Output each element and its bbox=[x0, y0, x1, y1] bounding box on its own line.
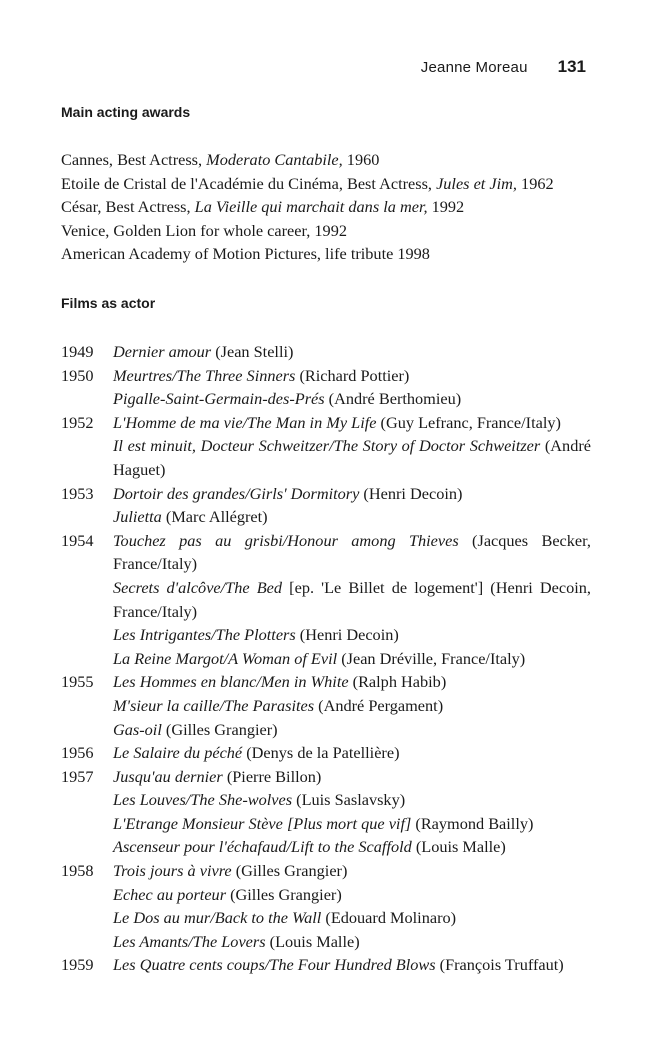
filmography-list bbox=[61, 340, 591, 977]
film-entry bbox=[113, 623, 591, 647]
film-title: Les Louves/The She-wolves bbox=[113, 790, 293, 810]
film-entries bbox=[113, 859, 591, 953]
film-credit: (Louis Malle) bbox=[411, 837, 506, 857]
film-credit: (Louis Malle) bbox=[265, 931, 360, 951]
film-title: Les Hommes en blanc/Men in White bbox=[113, 672, 349, 692]
film-credit: (Denys de la Patellière) bbox=[242, 743, 400, 763]
film-entry bbox=[113, 694, 591, 718]
award-item: American Academy of Motion Pictures, life tribute 1998 bbox=[61, 244, 430, 264]
film-entry bbox=[113, 883, 591, 907]
film-entry bbox=[113, 765, 591, 789]
film-entry bbox=[113, 505, 591, 529]
year-group-1959 bbox=[61, 953, 591, 977]
film-entry bbox=[113, 529, 591, 576]
film-title: Jusqu'au dernier bbox=[113, 766, 223, 786]
film-entry bbox=[113, 930, 591, 954]
film-title: L'Etrange Monsieur Stève [Plus mort que vif] bbox=[113, 813, 412, 833]
film-title: Le Dos au mur/Back to the Wall bbox=[113, 908, 322, 928]
year-group-1954 bbox=[61, 529, 591, 671]
film-entry bbox=[113, 812, 591, 836]
film-year: 1953 bbox=[61, 483, 94, 503]
year-group-1957 bbox=[61, 765, 591, 859]
film-entry bbox=[113, 906, 591, 930]
film-title: L'Homme de ma vie/The Man in My Life bbox=[113, 412, 377, 432]
page-number: 131 bbox=[557, 57, 586, 76]
film-entry bbox=[113, 576, 591, 623]
film-entries bbox=[113, 953, 591, 977]
running-title: Jeanne Moreau bbox=[420, 59, 528, 76]
film-title: Il est minuit, Docteur Schweitzer/The Story of Doctor Schweitzer bbox=[113, 436, 541, 456]
film-entry bbox=[113, 340, 591, 364]
film-year: 1958 bbox=[61, 861, 94, 881]
film-credit: (Guy Lefranc, France/Italy) bbox=[376, 412, 561, 432]
film-entry bbox=[113, 670, 591, 694]
film-credit: (Richard Pottier) bbox=[295, 365, 410, 385]
film-entry bbox=[113, 741, 591, 765]
film-credit: (André Pergament) bbox=[314, 695, 444, 715]
film-title: Pigalle-Saint-Germain-des-Prés bbox=[113, 389, 325, 409]
film-year: 1955 bbox=[61, 672, 94, 692]
film-title: M'sieur la caille/The Parasites bbox=[113, 695, 315, 715]
year-group-1956 bbox=[61, 741, 591, 765]
film-entry bbox=[113, 411, 591, 435]
film-title: Dortoir des grandes/Girls' Dormitory bbox=[113, 483, 360, 503]
film-title: Les Quatre cents coups/The Four Hundred Blows bbox=[113, 955, 436, 975]
film-credit: (Marc Allégret) bbox=[161, 507, 268, 527]
film-credit: (Gilles Grangier) bbox=[161, 719, 278, 739]
film-entries bbox=[113, 340, 591, 364]
film-entries bbox=[113, 741, 591, 765]
film-year: 1957 bbox=[61, 766, 94, 786]
film-title: Les Amants/The Lovers bbox=[113, 931, 266, 951]
film-entries bbox=[113, 411, 591, 482]
award-item: Venice, Golden Lion for whole career, 1992 bbox=[61, 220, 347, 240]
running-head bbox=[421, 57, 586, 77]
film-title: Touchez pas au grisbi/Honour among Thieves bbox=[113, 530, 459, 550]
film-credit: (Pierre Billon) bbox=[222, 766, 322, 786]
film-credit: (Gilles Grangier) bbox=[231, 861, 348, 881]
film-credit: (Henri Decoin) bbox=[359, 483, 463, 503]
film-entries bbox=[113, 670, 591, 741]
award-item: César, Best Actress, La Vieille qui marchait dans la mer, 1992 bbox=[61, 197, 465, 217]
film-title: La Reine Margot/A Woman of Evil bbox=[113, 648, 338, 668]
film-title: Ascenseur pour l'échafaud/Lift to the Scaffold bbox=[113, 837, 412, 857]
film-title: Gas-oil bbox=[113, 719, 162, 739]
film-credit: (Jacques Becker, France/Italy) bbox=[113, 530, 591, 574]
film-entry bbox=[113, 835, 591, 859]
film-entry bbox=[113, 859, 591, 883]
film-credit: [ep. 'Le Billet de logement'] (Henri Decoin, France/Italy) bbox=[113, 577, 591, 621]
year-group-1958 bbox=[61, 859, 591, 953]
film-entry bbox=[113, 434, 591, 481]
film-credit: (Raymond Bailly) bbox=[411, 813, 534, 833]
film-credit: (Edouard Molinaro) bbox=[321, 908, 457, 928]
film-year: 1952 bbox=[61, 412, 94, 432]
award-item: Etoile de Cristal de l'Académie du Cinéma, Best Actress, Jules et Jim, 1962 bbox=[61, 173, 554, 193]
year-group-1955 bbox=[61, 670, 591, 741]
film-entry bbox=[113, 788, 591, 812]
film-title: Echec au porteur bbox=[113, 884, 227, 904]
film-title: Dernier amour bbox=[113, 342, 212, 361]
films-heading: Films as actor bbox=[61, 295, 156, 311]
film-entries bbox=[113, 765, 591, 859]
film-year: 1949 bbox=[61, 342, 94, 361]
awards-heading: Main acting awards bbox=[61, 104, 191, 120]
film-credit: (André Berthomieu) bbox=[324, 389, 462, 409]
year-group-1949 bbox=[61, 340, 591, 364]
film-title: Julietta bbox=[113, 507, 162, 527]
film-entry bbox=[113, 647, 591, 671]
film-year: 1956 bbox=[61, 743, 94, 763]
film-credit: (Jean Dréville, France/Italy) bbox=[337, 648, 526, 668]
film-entries bbox=[113, 364, 591, 411]
year-group-1950 bbox=[61, 364, 591, 411]
film-entries bbox=[113, 529, 591, 671]
film-year: 1954 bbox=[61, 530, 94, 550]
film-title: Trois jours à vivre bbox=[113, 861, 232, 881]
film-credit: (Jean Stelli) bbox=[211, 342, 294, 361]
year-group-1952 bbox=[61, 411, 591, 482]
film-title: Meurtres/The Three Sinners bbox=[113, 365, 296, 385]
film-credit: (Ralph Habib) bbox=[348, 672, 447, 692]
film-entry bbox=[113, 364, 591, 388]
film-title: Secrets d'alcôve/The Bed bbox=[113, 577, 283, 597]
film-entry bbox=[113, 718, 591, 742]
awards-list bbox=[61, 148, 554, 266]
film-title: Le Salaire du péché bbox=[113, 743, 243, 763]
film-year: 1959 bbox=[61, 955, 94, 975]
film-credit: (Henri Decoin) bbox=[295, 625, 399, 645]
film-entry bbox=[113, 953, 591, 977]
award-item: Cannes, Best Actress, Moderato Cantabile, 1960 bbox=[61, 150, 380, 169]
film-year: 1950 bbox=[61, 365, 94, 385]
year-group-1953 bbox=[61, 482, 591, 529]
film-credit: (François Truffaut) bbox=[435, 955, 564, 975]
film-credit: (André Haguet) bbox=[113, 436, 591, 479]
film-entries bbox=[113, 482, 591, 529]
film-title: Les Intrigantes/The Plotters bbox=[113, 625, 296, 645]
film-entry bbox=[113, 387, 591, 411]
film-credit: (Gilles Grangier) bbox=[226, 884, 342, 904]
film-credit: (Luis Saslavsky) bbox=[292, 790, 406, 810]
film-entry bbox=[113, 482, 591, 506]
